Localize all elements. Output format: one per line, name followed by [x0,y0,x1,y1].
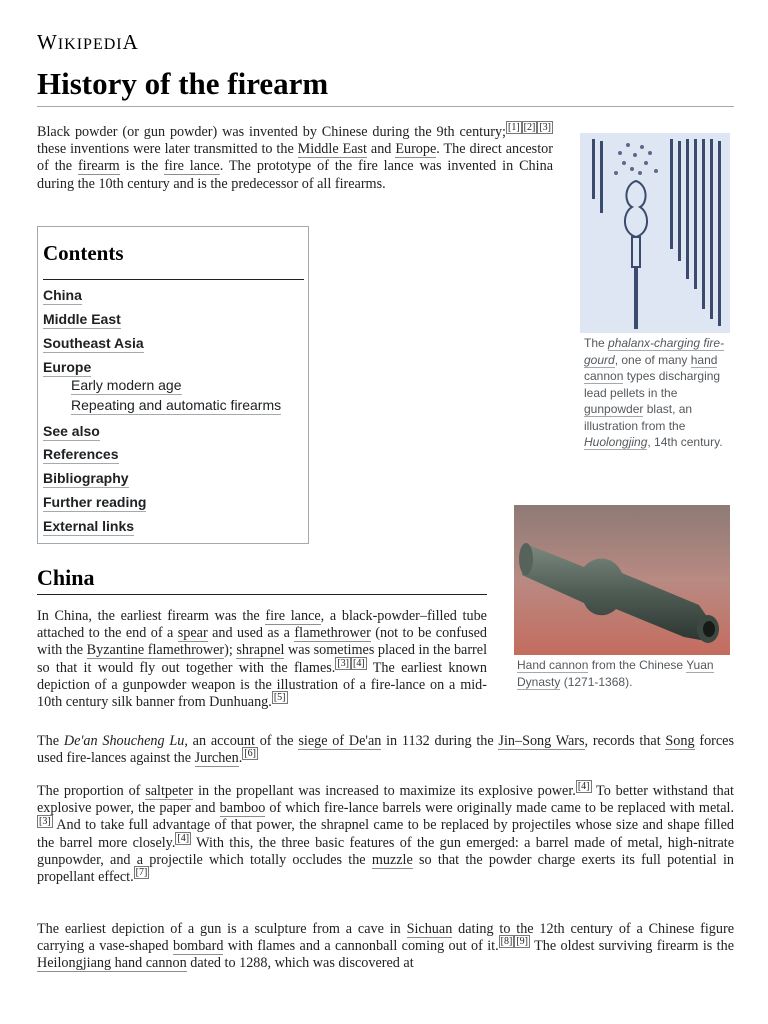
body-text: forces used fire-lances against the [37,733,734,767]
section-divider [37,594,487,595]
link-jurchen[interactable]: Jurchen [194,750,239,767]
caption-text: types discharging lead pellets in the [584,369,721,400]
body-text: The oldest surviving firearm is the [530,938,734,955]
wordmark-last: A [122,30,139,54]
body-text: The earliest depiction of a gun is a sculpture from a cave in [37,921,407,937]
toc-item-china[interactable]: China [43,287,82,303]
citation-6[interactable]: [6] [244,748,256,760]
body-text: , records that [584,733,666,749]
china-paragraph-1b [37,733,734,767]
citation-3[interactable]: [3] [539,122,551,134]
intro-text: and [366,141,396,158]
citation[interactable] [506,121,553,134]
link-song[interactable]: Song [665,733,695,749]
body-text: dating to the 12th century of a Chinese figure carrying a vase-shaped [37,921,734,955]
toc-item-southeast-asia[interactable]: Southeast Asia [43,335,144,351]
intro-paragraph [37,124,553,193]
link-saltpeter[interactable]: saltpeter [145,783,194,799]
citation-8[interactable]: [8] [500,936,513,948]
caption-text: blast, an illustration from the [584,402,693,433]
hand-cannon-photo[interactable] [514,505,730,655]
caption-text: (1271-1368). [560,674,633,689]
link-spear[interactable]: spear [177,625,208,642]
toc-item-europe[interactable]: Europe [43,359,92,375]
link-hand-cannon-2[interactable]: Hand cannon [517,658,589,672]
toc-item-further-reading[interactable]: Further reading [43,494,147,510]
body-text: (not to be confused with the [37,625,488,659]
citation[interactable] [134,866,150,879]
caption-text: The [584,336,609,350]
citation[interactable] [272,691,288,704]
citation[interactable] [335,657,366,670]
link-heilongjiang-hand-cannon[interactable]: Heilongjiang hand cannon [37,955,187,972]
body-text: ); [224,642,237,659]
page-title: History of the firearm [37,66,329,101]
link-bamboo[interactable]: bamboo [219,800,266,817]
citation-5[interactable]: [5] [273,692,286,704]
china-paragraph-1 [37,608,487,711]
citation-7[interactable]: [7] [135,867,148,879]
link-firearm[interactable]: firearm [77,158,120,175]
link-byzantine-flamethrower[interactable]: Byzantine flamethrower [86,642,225,659]
body-text: in 1132 during the [381,733,499,749]
citation-4[interactable]: [4] [353,657,365,669]
body-text: , an account of the [184,733,299,749]
citation-4[interactable]: [4] [177,832,190,844]
toc-heading: Contents [43,241,124,265]
body-text: . [238,750,243,767]
citation[interactable] [175,832,191,845]
body-text: and used as a [207,625,295,642]
wikipedia-wordmark[interactable] [37,30,139,55]
citation[interactable] [242,747,258,760]
intro-text: Black powder (or gun powder) was invented by Chinese during the 9th century; [37,124,506,140]
fire-gourd-illustration[interactable] [580,133,730,333]
body-text: The [37,733,64,749]
citation-1[interactable]: [1] [507,122,520,134]
intro-text: is the [119,158,165,175]
china-paragraph-2 [37,783,734,886]
citation-9[interactable]: [9] [516,936,528,948]
figure1-caption [584,335,734,451]
link-sichuan[interactable]: Sichuan [406,921,453,937]
caption-text: from the Chinese [588,658,687,672]
toc-item-repeating-firearms[interactable]: Repeating and automatic firearms [71,397,282,413]
citation-3[interactable]: [3] [337,657,349,669]
citation[interactable] [37,815,53,828]
china-paragraph-3 [37,921,734,973]
section-heading-china: China [37,565,95,590]
intro-text: these inventions were later transmitted to the [37,141,298,158]
citation[interactable] [576,780,592,793]
intro-text: . The prototype of the fire lance was invented in China during the 10th century and is the predecessor of all firearms. [37,158,553,192]
toc-item-external-links[interactable]: External links [43,518,135,534]
link-flamethrower[interactable]: flamethrower [294,625,371,642]
link-gunpowder[interactable]: gunpowder [584,402,644,416]
body-text: With this, the three basic features of the gun emerged: a barrel made of metal, high-nitrate gunpowder, and a projectile which totally occludes the [37,834,734,868]
body-text: To better withstand that explosive power, the paper and [37,783,734,817]
body-text: was sometimes placed in the barrel so that it would fly out together with the flames. [37,642,488,676]
body-text: dated to 1288, which was discovered at [186,955,414,972]
citation-3[interactable]: [3] [39,815,51,827]
body-text: so that the powder charge exerts its full potential in propellant effect. [37,851,734,886]
toc-divider [43,279,304,280]
link-muzzle[interactable]: muzzle [371,851,413,868]
body-text: In China, the earliest firearm was the [37,608,266,624]
toc-item-middle-east[interactable]: Middle East [43,311,121,327]
body-text: And to take full advantage of that power, the shrapnel came to be replaced by projectiles whose size and shape filled the barrel more closely. [37,817,734,851]
toc-item-see-also[interactable]: See also [43,423,100,439]
link-shrapnel[interactable]: shrapnel [236,642,285,659]
figure2-caption [517,657,727,690]
link-yuan-dynasty[interactable]: Yuan Dynasty [517,658,714,689]
citation-2[interactable]: [2] [523,122,536,134]
link-phalanx-fire-gourd[interactable]: phalanx-charging fire-gourd [584,336,725,367]
link-middle-east[interactable]: Middle East [297,141,367,158]
toc-item-early-modern-age[interactable]: Early modern age [71,377,182,393]
link-fire-lance[interactable]: fire lance [164,158,220,175]
citation-4[interactable]: [4] [577,781,590,793]
link-europe[interactable]: Europe [395,141,437,158]
intro-text: . The direct ancestor of the [37,141,553,175]
link-bombard[interactable]: bombard [172,938,224,955]
link-jin-song-wars[interactable]: Jin–Song Wars [498,733,585,749]
body-text: with flames and a cannonball coming out of it. [223,938,499,955]
body-text: of which fire-lance barrels were originally made came to be replaced with metal. [265,800,734,817]
link-hand-cannon[interactable]: hand cannon [584,352,718,383]
title-divider [37,106,734,107]
caption-text: , 14th century. [647,435,723,449]
wordmark-first: W [37,30,58,54]
link-siege-of-dean[interactable]: siege of De'an [298,733,382,749]
italic-title: De'an Shoucheng Lu [63,733,185,749]
toc-item-bibliography[interactable]: Bibliography [43,470,129,486]
body-text: in the propellant was increased to maximize its explosive power. [193,783,576,799]
citation[interactable] [499,935,530,948]
link-fire-lance-2[interactable]: fire lance [265,608,321,624]
link-huolongjing[interactable]: Huolongjing [584,435,648,449]
table-of-contents [37,226,309,544]
caption-text: , one of many [614,352,691,367]
body-text: , a black-powder–filled tube attached to the end of a [37,608,487,642]
toc-item-references[interactable]: References [43,446,119,462]
body-text: The earliest known depiction of a gunpowder weapon is the illustration of a fire-lance on a mid-10th century silk banner from Dunhuang. [37,659,487,711]
wordmark-rest: IKIPEDI [57,36,123,53]
body-text: The proportion of [37,783,146,799]
